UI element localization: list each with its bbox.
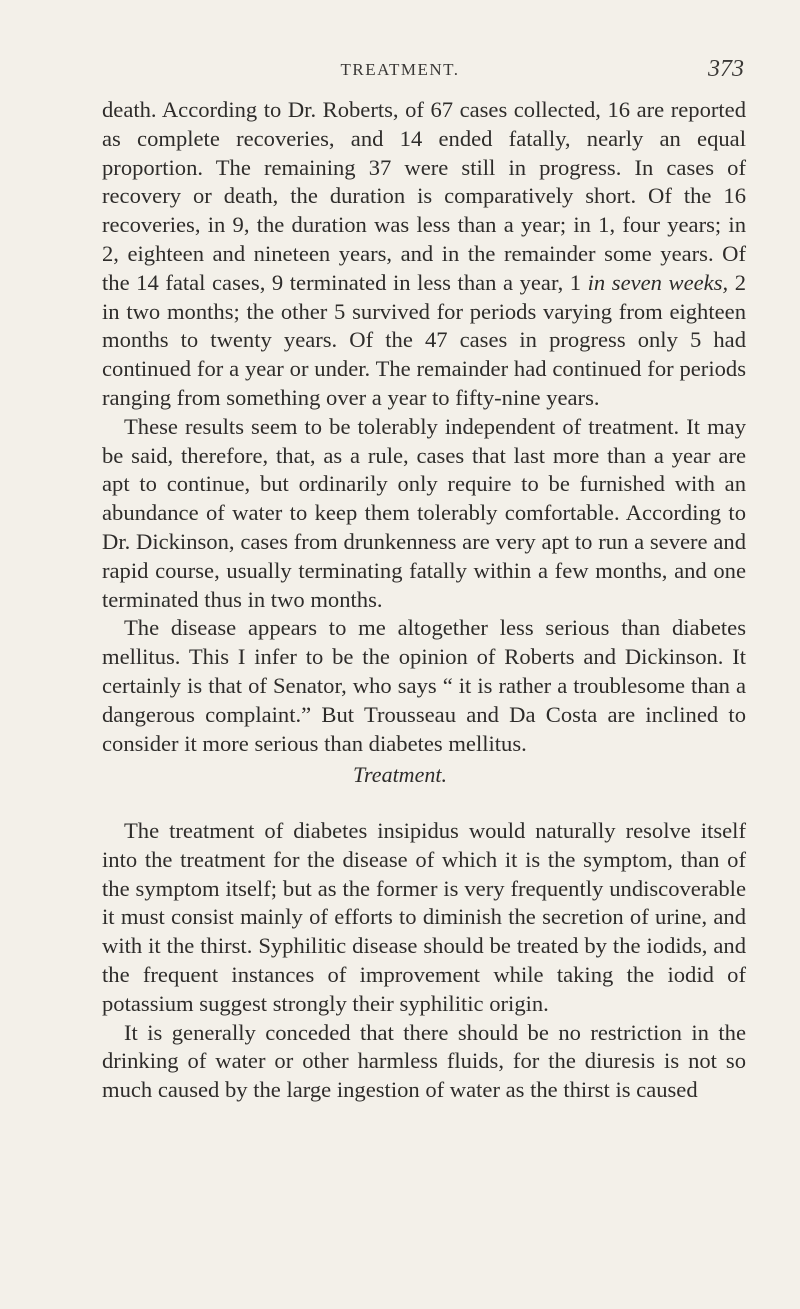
italic-phrase: in seven weeks,	[587, 269, 729, 295]
running-title: TREATMENT.	[340, 60, 460, 79]
page-number: 373	[708, 56, 744, 82]
paragraph-seriousness: The disease appears to me altogether less serious than diabetes mellitus. This I infer to be the opinion of Roberts and Dickinson. It certainly is that of Senator, who says “ it is rather a troublesome than a dangerous complaint.” But Trousseau and Da Costa are inclined to consider it more serious than diabetes mellitus.	[102, 615, 746, 756]
paragraph-treatment-independence: These results seem to be tolerably independent of treatment. It may be said, therefore, that, as a rule, cases that last more than a year are apt to continue, but ordinarily only require to be furnished with an abundance of water to keep them tolerably comfortable. According to Dr. Dickinson, cases from drunkenness are very apt to run a severe and rapid course, usually terminating fatally within a few months, and one terminated thus in two months.	[102, 413, 746, 612]
paragraph-treatment-approach: The treatment of diabetes insipidus would naturally resolve itself into the treatment for the disease of which it is the symptom, than of the symptom itself; but as the former is very frequently undiscoverable it must consist mainly of efforts to diminish the secretion of urine, and with it the thirst. Syphilitic disease should be treated by the iodids, and the frequent instances of improvement while taking the iodid of potassium suggest strongly their syphilitic origin.	[102, 818, 746, 1016]
text-block-lower	[102, 817, 746, 1105]
paragraph-text: death. According to Dr. Roberts, of 67 cases collected, 16 are reported as complete recoveries, and 14 ended fatally, nearly an equal proportion. The remaining 37 were still in progress. In cases of recovery or death, the duration is comparatively short. Of the 16 recoveries, in 9, the duration was less than a year; in 1, four years; in 2, eighteen and nineteen years, and in the remainder some years. Of the 14 fatal cases, 9 terminated in less than a year, 1	[102, 97, 746, 295]
text-block-upper	[102, 96, 746, 758]
paragraph-fluid-intake: It is generally conceded that there should be no restriction in the drinking of water or other harmless fluids, for the diuresis is not so much caused by the large ingestion of water as the thirst is caused	[102, 1019, 746, 1103]
paragraph-text: 2 in two months; the other 5 survived for periods varying from eighteen months to twenty years. Of the 47 cases in progress only 5 had continued for a year or under. The remainder had continued for periods ranging from something over a year to fifty-nine years.	[102, 269, 747, 410]
section-heading: Treatment.	[353, 762, 447, 787]
paragraph-prognosis-statistics	[102, 96, 746, 413]
